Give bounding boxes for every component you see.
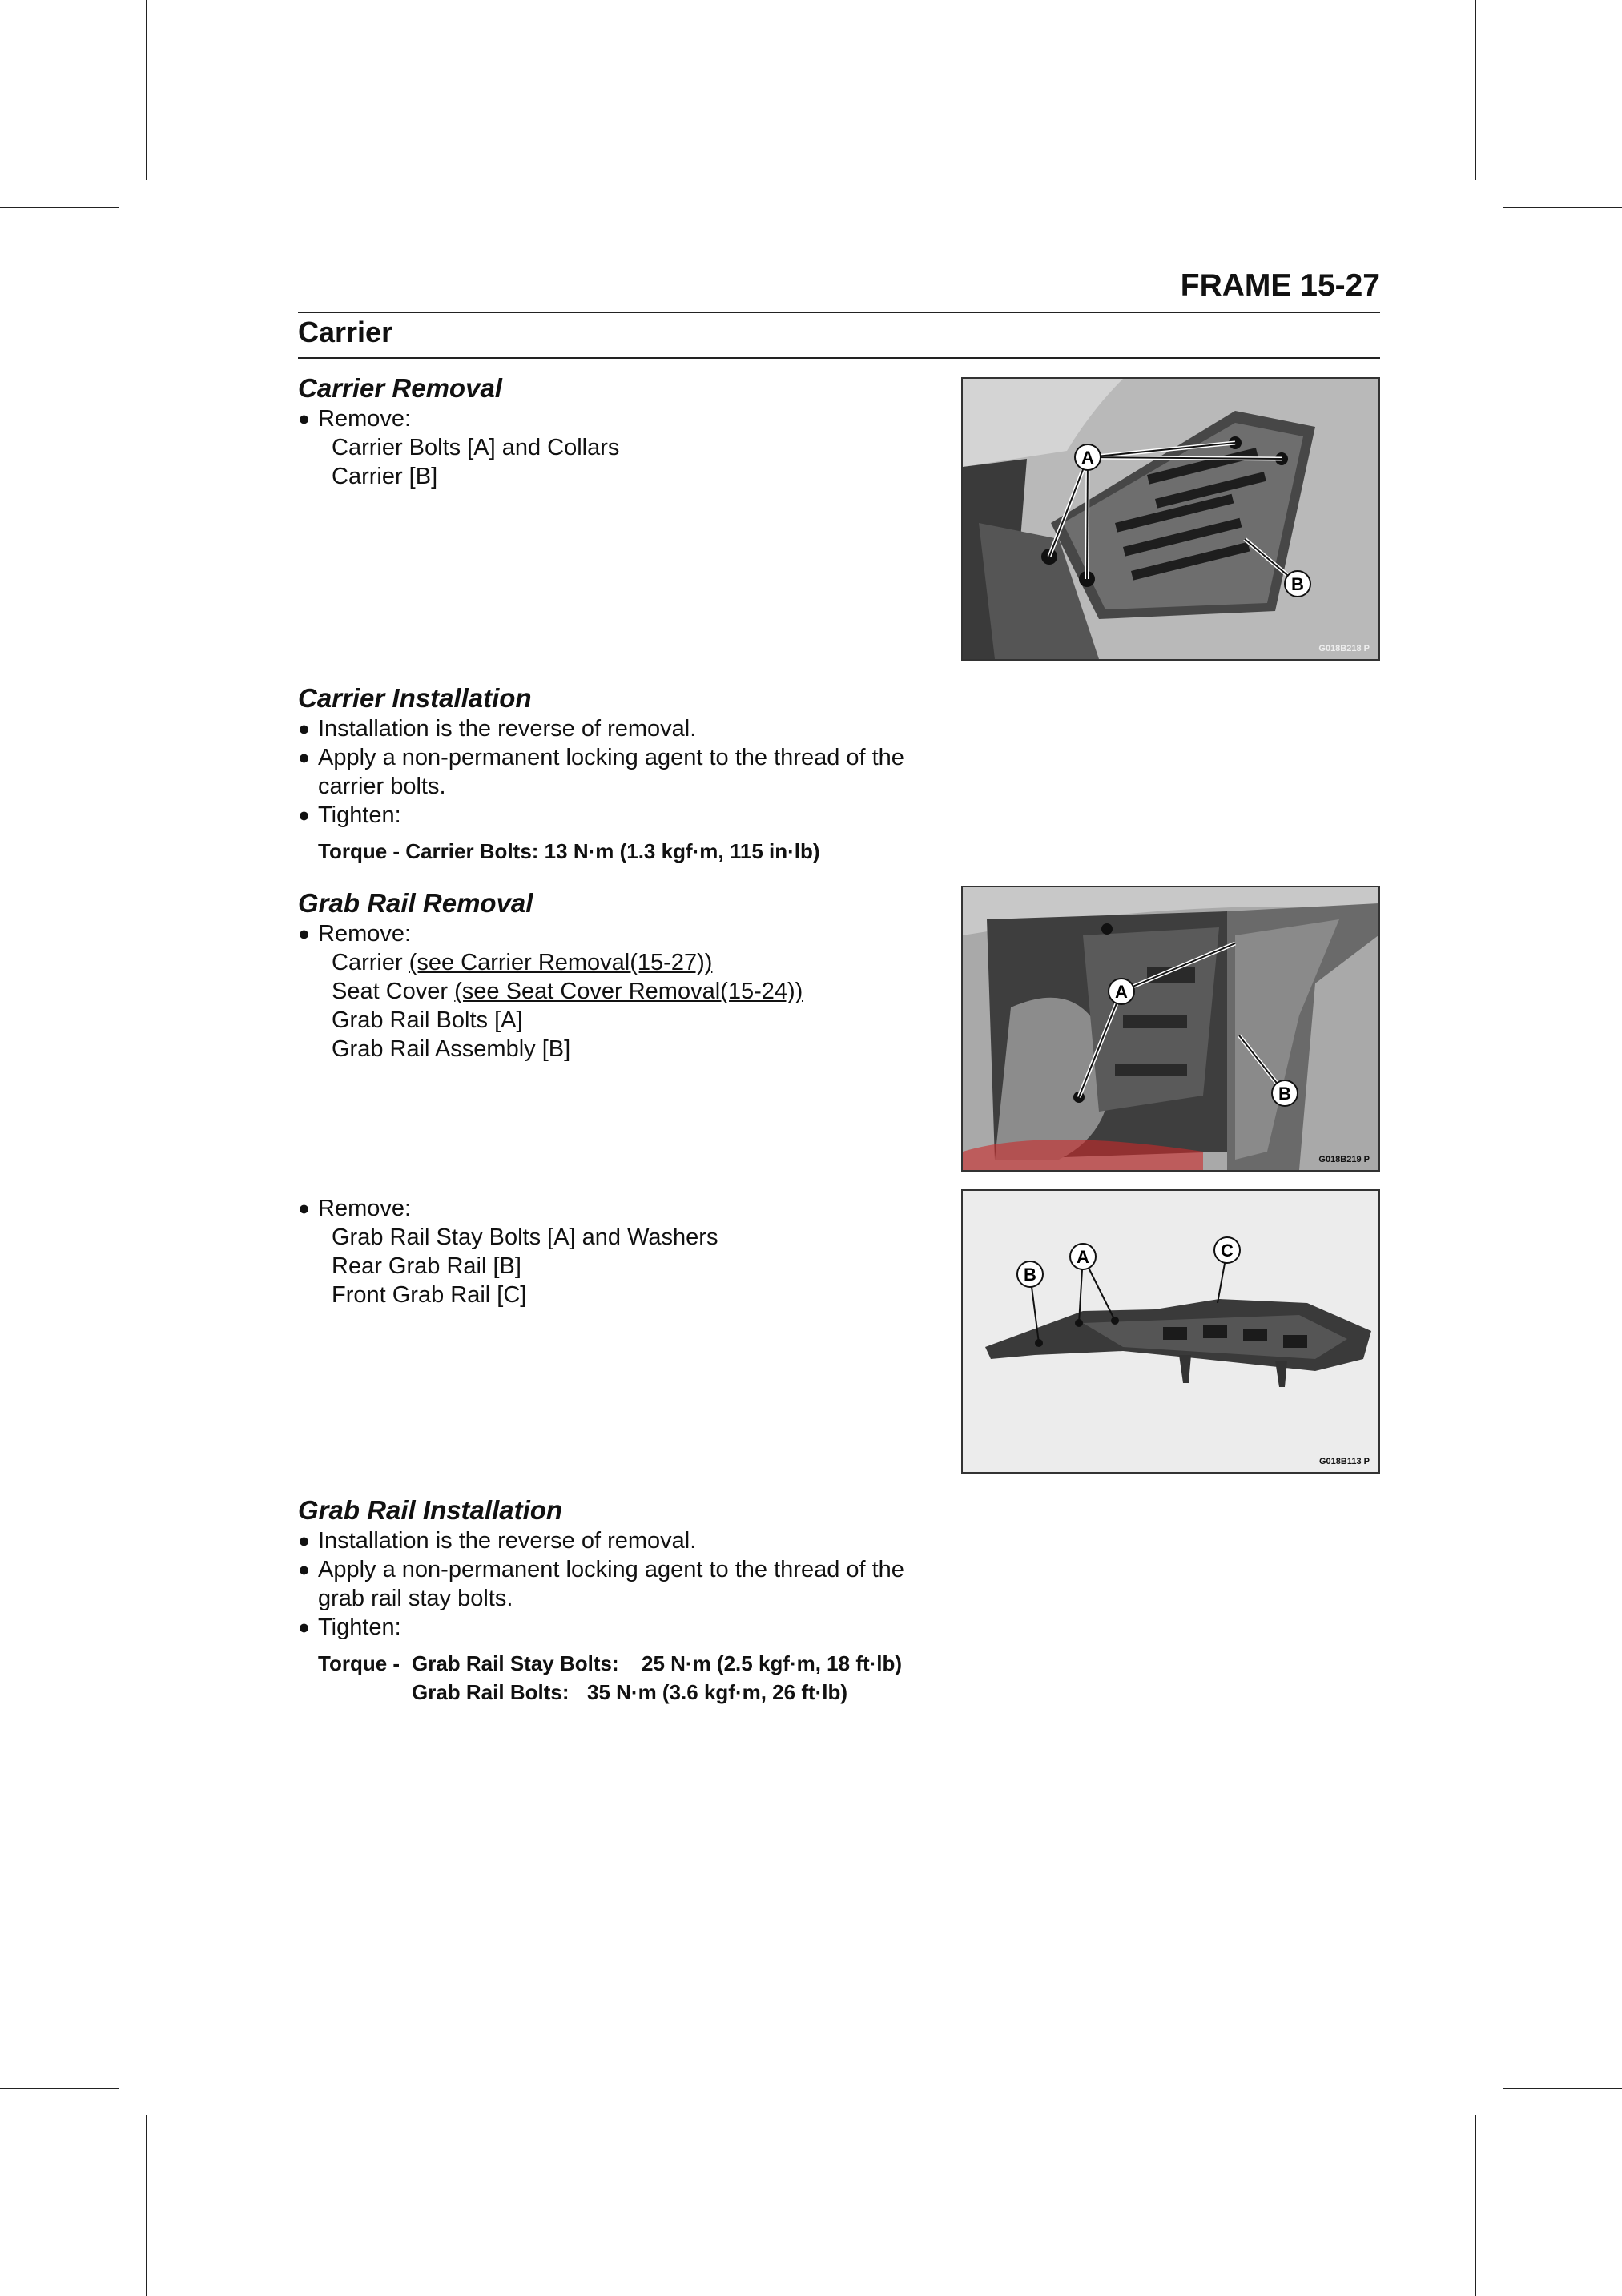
crop-mark bbox=[1503, 207, 1622, 208]
list-item: Carrier Bolts [A] and Collars bbox=[332, 435, 620, 460]
torque-label: Grab Rail Bolts: bbox=[412, 1680, 570, 1704]
figure-code: G018B113 P bbox=[1319, 1457, 1370, 1466]
header-rule bbox=[298, 312, 1380, 313]
instruction-text: Installation is the reverse of removal. bbox=[318, 1528, 697, 1554]
list-item: Grab Rail Bolts [A] bbox=[332, 1007, 523, 1033]
crop-mark bbox=[146, 0, 147, 180]
list-item: Carrier [B] bbox=[332, 464, 438, 489]
callout-label: C bbox=[1221, 1240, 1234, 1261]
torque-label: Carrier Bolts: bbox=[405, 839, 539, 863]
section-title: Carrier bbox=[298, 316, 393, 348]
callout-label: B bbox=[1024, 1265, 1036, 1285]
remove-label: Remove: bbox=[318, 1196, 412, 1221]
torque-value: 35 N·m (3.6 kgf·m, 26 ft·lb) bbox=[587, 1680, 848, 1704]
crop-mark bbox=[1475, 2115, 1476, 2296]
bullet-icon: ● bbox=[298, 746, 311, 769]
grab-rail-removal-title: Grab Rail Removal bbox=[298, 888, 533, 918]
list-item bbox=[332, 948, 712, 977]
callout-label: B bbox=[1278, 1084, 1291, 1104]
item-text: Carrier bbox=[332, 950, 409, 975]
bullet-icon: ● bbox=[298, 1197, 311, 1220]
torque-prefix: Torque - bbox=[318, 839, 406, 863]
item-text: Seat Cover bbox=[332, 979, 455, 1004]
callout-label: B bbox=[1291, 574, 1304, 594]
carrier-removal-link[interactable]: (see Carrier Removal(15-27)) bbox=[409, 950, 713, 975]
instruction-text: Apply a non-permanent locking agent to the thread of the bbox=[318, 745, 904, 770]
list-item bbox=[332, 977, 803, 1006]
instruction-text: Installation is the reverse of removal. bbox=[318, 716, 697, 742]
seat-cover-removal-link[interactable]: (see Seat Cover Removal(15-24)) bbox=[454, 979, 803, 1004]
bullet-icon: ● bbox=[298, 1530, 311, 1552]
bullet-icon: ● bbox=[298, 804, 311, 826]
bullet-icon: ● bbox=[298, 1616, 311, 1639]
torque-value: 25 N·m (2.5 kgf·m, 18 ft·lb) bbox=[642, 1651, 903, 1675]
grab-rail-installation-title: Grab Rail Installation bbox=[298, 1495, 563, 1525]
remove-label: Remove: bbox=[318, 406, 412, 432]
instruction-text: Tighten: bbox=[318, 1614, 401, 1640]
list-item: Grab Rail Stay Bolts [A] and Washers bbox=[332, 1224, 718, 1250]
callout-label: A bbox=[1077, 1247, 1089, 1267]
remove-label: Remove: bbox=[318, 921, 412, 947]
crop-mark bbox=[1475, 0, 1476, 180]
section-rule bbox=[298, 357, 1380, 359]
carrier-removal-title: Carrier Removal bbox=[298, 373, 502, 403]
figure-code: G018B219 P bbox=[1318, 1155, 1370, 1164]
bullet-icon: ● bbox=[298, 408, 311, 430]
instruction-text: carrier bolts. bbox=[318, 774, 446, 799]
instruction-text: Tighten: bbox=[318, 802, 401, 828]
crop-mark bbox=[1503, 2088, 1622, 2089]
figure-code: G018B218 P bbox=[1318, 644, 1370, 653]
bullet-icon: ● bbox=[298, 923, 311, 945]
instruction-text: grab rail stay bolts. bbox=[318, 1586, 513, 1611]
bullet-icon: ● bbox=[298, 1558, 311, 1581]
carrier-installation-title: Carrier Installation bbox=[298, 683, 532, 713]
bullet-icon: ● bbox=[298, 718, 311, 740]
list-item: Grab Rail Assembly [B] bbox=[332, 1036, 571, 1062]
page-number: FRAME 15-27 bbox=[1180, 268, 1380, 303]
grab-rail-removal-figure bbox=[961, 886, 1380, 1172]
list-item: Rear Grab Rail [B] bbox=[332, 1253, 521, 1279]
torque-spec bbox=[318, 837, 820, 866]
torque-value: 13 N·m (1.3 kgf·m, 115 in·lb) bbox=[544, 839, 820, 863]
torque-label: Grab Rail Stay Bolts: bbox=[412, 1651, 619, 1675]
carrier-removal-figure bbox=[961, 377, 1380, 661]
instruction-text: Apply a non-permanent locking agent to the thread of the bbox=[318, 1557, 904, 1582]
crop-mark bbox=[0, 207, 119, 208]
crop-mark bbox=[146, 2115, 147, 2296]
torque-prefix: Torque - bbox=[318, 1651, 400, 1675]
callout-label: A bbox=[1081, 448, 1094, 468]
crop-mark bbox=[0, 2088, 119, 2089]
list-item: Front Grab Rail [C] bbox=[332, 1282, 527, 1308]
grab-rail-parts-figure bbox=[961, 1189, 1380, 1474]
callout-label: A bbox=[1115, 982, 1128, 1002]
